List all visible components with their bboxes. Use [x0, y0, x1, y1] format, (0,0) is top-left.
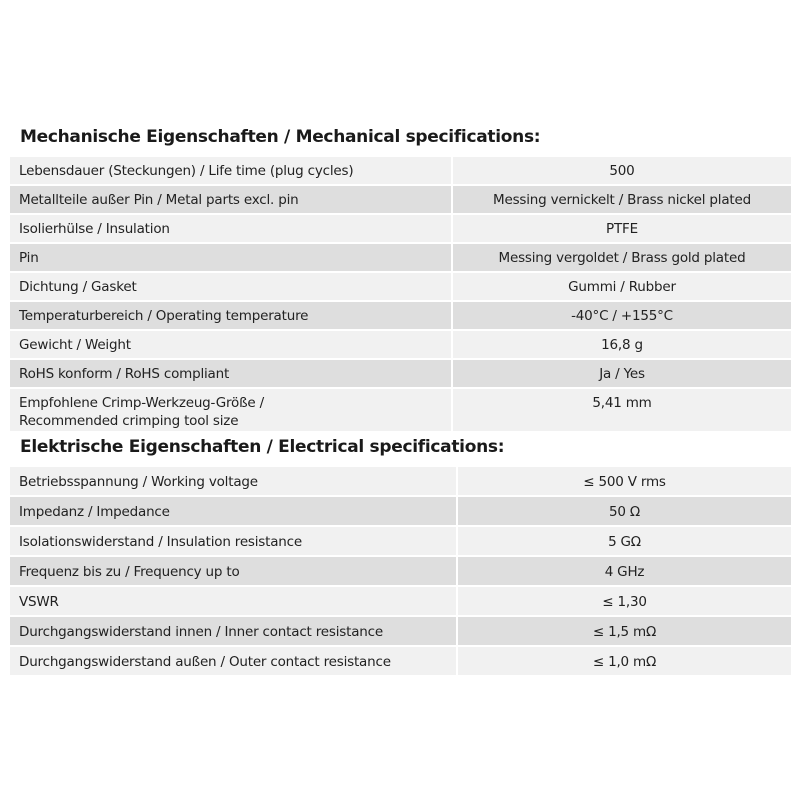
spec-value: 5 GΩ: [456, 527, 791, 555]
spec-value: 16,8 g: [451, 331, 791, 358]
spec-value: 4 GHz: [456, 557, 791, 585]
spec-label: Isolationswiderstand / Insulation resistance: [10, 527, 456, 555]
electrical-section-title: Elektrische Eigenschaften / Electrical specifications:: [20, 437, 505, 457]
spec-value: 50 Ω: [456, 497, 791, 525]
table-row: [10, 157, 791, 186]
spec-label-line: Empfohlene Crimp-Werkzeug-Größe /: [19, 395, 264, 411]
spec-label-line: Recommended crimping tool size: [19, 413, 239, 429]
table-row: [10, 244, 791, 273]
spec-label: [10, 389, 451, 431]
spec-label: Gewicht / Weight: [10, 331, 451, 358]
spec-label: Impedanz / Impedance: [10, 497, 456, 525]
spec-value: 500: [451, 157, 791, 184]
table-row: [10, 647, 791, 677]
spec-label: RoHS konform / RoHS compliant: [10, 360, 451, 387]
spec-label: Frequenz bis zu / Frequency up to: [10, 557, 456, 585]
spec-label: VSWR: [10, 587, 456, 615]
spec-value: 5,41 mm: [451, 389, 791, 431]
table-row: [10, 331, 791, 360]
spec-value: ≤ 500 V rms: [456, 467, 791, 495]
mechanical-section-title: Mechanische Eigenschaften / Mechanical specifications:: [20, 127, 541, 147]
spec-value: Messing vergoldet / Brass gold plated: [451, 244, 791, 271]
table-row: [10, 389, 791, 433]
spec-value: Messing vernickelt / Brass nickel plated: [451, 186, 791, 213]
table-row: [10, 527, 791, 557]
spec-label: Durchgangswiderstand innen / Inner contact resistance: [10, 617, 456, 645]
spec-label: Lebensdauer (Steckungen) / Life time (plug cycles): [10, 157, 451, 184]
table-row: [10, 617, 791, 647]
spec-value: -40°C / +155°C: [451, 302, 791, 329]
spec-label: Betriebsspannung / Working voltage: [10, 467, 456, 495]
spec-value: PTFE: [451, 215, 791, 242]
spec-value: Ja / Yes: [451, 360, 791, 387]
spec-label: Dichtung / Gasket: [10, 273, 451, 300]
table-row: [10, 273, 791, 302]
spec-value: Gummi / Rubber: [451, 273, 791, 300]
spec-value: ≤ 1,0 mΩ: [456, 647, 791, 675]
table-row: [10, 557, 791, 587]
table-row: [10, 497, 791, 527]
spec-label: Temperaturbereich / Operating temperature: [10, 302, 451, 329]
spec-label: Pin: [10, 244, 451, 271]
table-row: [10, 360, 791, 389]
table-row: [10, 587, 791, 617]
spec-label: Metallteile außer Pin / Metal parts excl. pin: [10, 186, 451, 213]
table-row: [10, 302, 791, 331]
spec-value: ≤ 1,5 mΩ: [456, 617, 791, 645]
table-row: [10, 467, 791, 497]
table-row: [10, 186, 791, 215]
spec-label: Durchgangswiderstand außen / Outer contact resistance: [10, 647, 456, 675]
table-row: [10, 215, 791, 244]
mechanical-spec-table: [10, 157, 791, 433]
spec-value: ≤ 1,30: [456, 587, 791, 615]
spec-label: Isolierhülse / Insulation: [10, 215, 451, 242]
electrical-spec-table: [10, 467, 791, 677]
